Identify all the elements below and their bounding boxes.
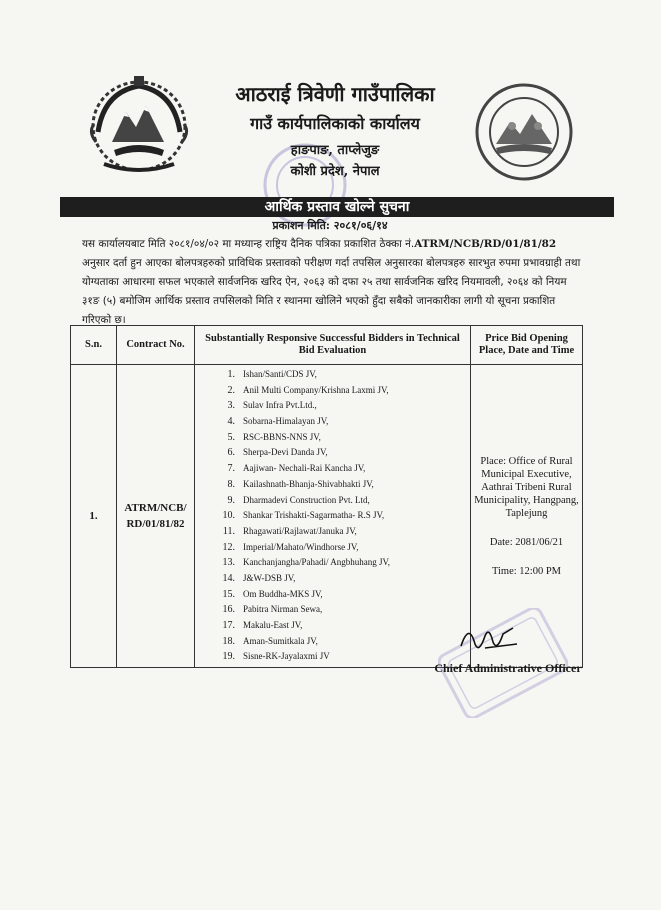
bidder-number: 14. <box>222 572 235 584</box>
bidder-number: 2. <box>227 384 235 396</box>
list-item <box>213 493 470 509</box>
bidder-number: 13. <box>222 557 235 569</box>
bidder-name: Anil Multi Company/Krishna Laxmi JV, <box>243 384 389 395</box>
bidder-name: Imperial/Mahato/Windhorse JV, <box>243 541 359 552</box>
bidder-number: 8. <box>227 478 235 490</box>
office-location: हाङपाङ, ताप्लेजुङ <box>290 143 380 158</box>
row-contract-no: ATRM/NCB/ RD/01/81/82 <box>117 365 195 668</box>
bidder-name: Shankar Trishakti-Sagarmatha- R.S JV, <box>243 510 385 521</box>
signature-icon <box>455 618 525 658</box>
opening-date: Date: 2081/06/21 <box>489 536 564 548</box>
bidder-name: RSC-BBNS-NNS JV, <box>243 431 321 442</box>
list-item <box>213 555 470 571</box>
province-name: कोशी प्रदेश, नेपाल <box>290 164 380 179</box>
header-opening: Price Bid Opening Place, Date and Time <box>471 326 583 365</box>
bidder-name: Sherpa-Devi Danda JV, <box>243 447 328 458</box>
bidder-number: 1. <box>227 369 235 380</box>
bidder-number: 7. <box>227 463 235 475</box>
publication-date: प्रकाशन मिति: २०८१/०६/१४ <box>272 219 388 232</box>
row-sn: 1. <box>71 365 117 668</box>
list-item <box>213 430 470 446</box>
bidder-name: Dharmadevi Construction Pvt. Ltd, <box>243 494 370 505</box>
list-item <box>213 508 470 524</box>
bidder-name: Makalu-East JV, <box>243 620 303 630</box>
contract-reference: ATRM/NCB/RD/01/81/82 <box>414 238 557 250</box>
bidder-name: Ishan/Santi/CDS JV, <box>243 369 317 379</box>
bidder-number: 5. <box>227 431 235 443</box>
list-item <box>213 602 470 618</box>
list-item <box>213 571 470 587</box>
bidder-name: Kailashnath-Bhanja-Shivabhakti JV, <box>243 478 374 489</box>
header-sn: S.n. <box>71 326 117 365</box>
bidder-number: 3. <box>227 400 235 412</box>
bidder-name: J&W-DSB JV, <box>243 572 296 583</box>
opening-time: Time: 12:00 PM <box>491 565 562 577</box>
list-item <box>213 383 470 399</box>
table-header-row <box>71 326 583 365</box>
bidder-name: Sulav Infra Pvt.Ltd., <box>243 400 317 411</box>
bidder-name: Rhagawati/Rajlawat/Januka JV, <box>243 525 357 536</box>
bidder-number: 11. <box>222 525 235 537</box>
bidder-name: Aman-Sumitkala JV, <box>243 635 318 646</box>
opening-place: Place: Office of Rural Municipal Executive, Aathrai Tribeni Rural Municipality, Hangpang, Taplejung <box>474 455 579 519</box>
list-item <box>213 524 470 540</box>
notice-body <box>82 235 582 330</box>
list-item <box>213 618 470 634</box>
bidder-number: 17. <box>222 620 235 631</box>
list-item <box>213 398 470 414</box>
bidder-number: 9. <box>227 494 235 506</box>
list-item <box>213 477 470 493</box>
bidder-number: 10. <box>222 510 235 522</box>
bidder-name: Kanchanjangha/Pahadi/ Angbhuhang JV, <box>243 557 391 568</box>
list-item <box>213 634 470 650</box>
list-item <box>213 414 470 430</box>
list-item <box>213 461 470 477</box>
bidder-name: Sobarna-Himalayan JV, <box>243 416 329 427</box>
bidder-list <box>195 365 471 668</box>
bidder-number: 4. <box>227 416 235 428</box>
signatory-title: Chief Administrative Officer <box>434 661 582 675</box>
bidder-name: Aajiwan- Nechali-Rai Kancha JV, <box>243 463 366 474</box>
notice-body-text-continued: अनुसार दर्ता हुन आएका बोलपत्रहरुको प्राविधिक प्रस्तावको परीक्षण गर्दा तपसिल अनुसारका बोलपत्रहरु सारभुत रुपमा प्रभावग्राही तथा योग्यताका आधारमा सफल भएकाले सार्वजनिक खरिद ऐन, २०६३ को दफा २५ तथा सार्वजनिक खरिद नियमावली, २०६४ को नियम ३१ङ (५) बमोजिम आर्थिक प्रस्ताव तपसिलको मिति र स्थानमा खोलिने भएको हुँदा सबैको जानकारीका लागी यो सूचना प्रकाशित गरिएको छ। <box>82 257 581 326</box>
bidder-number: 18. <box>222 635 235 647</box>
bidder-name: Om Buddha-MKS JV, <box>243 588 323 599</box>
bidder-number: 15. <box>222 588 235 600</box>
list-item <box>213 587 470 603</box>
bidder-name: Pabitra Nirman Sewa, <box>243 604 323 615</box>
bidder-number: 16. <box>222 604 235 616</box>
bidder-number: 19. <box>222 651 235 663</box>
municipality-name: आठराई त्रिवेणी गाउँपालिका <box>235 82 435 106</box>
header-contract-no: Contract No. <box>117 326 195 365</box>
bidder-name: Sisne-RK-Jayalaxmi JV <box>243 651 330 662</box>
list-item <box>213 445 470 461</box>
bidder-number: 12. <box>222 541 235 553</box>
header-bidders: Substantially Responsive Successful Bidders in Technical Bid Evaluation <box>195 326 471 365</box>
notice-body-text: यस कार्यालयबाट मिति २०८१/०४/०२ मा मध्यान्ह राष्ट्रिय दैनिक पत्रिका प्रकाशित ठेक्का नं. <box>82 238 415 250</box>
notice-title: आर्थिक प्रस्ताव खोल्ने सुचना <box>60 197 614 217</box>
office-name: गाउँ कार्यपालिकाको कार्यालय <box>250 114 420 133</box>
bidder-number: 6. <box>227 447 235 459</box>
list-item <box>213 540 470 556</box>
list-item <box>213 367 470 383</box>
